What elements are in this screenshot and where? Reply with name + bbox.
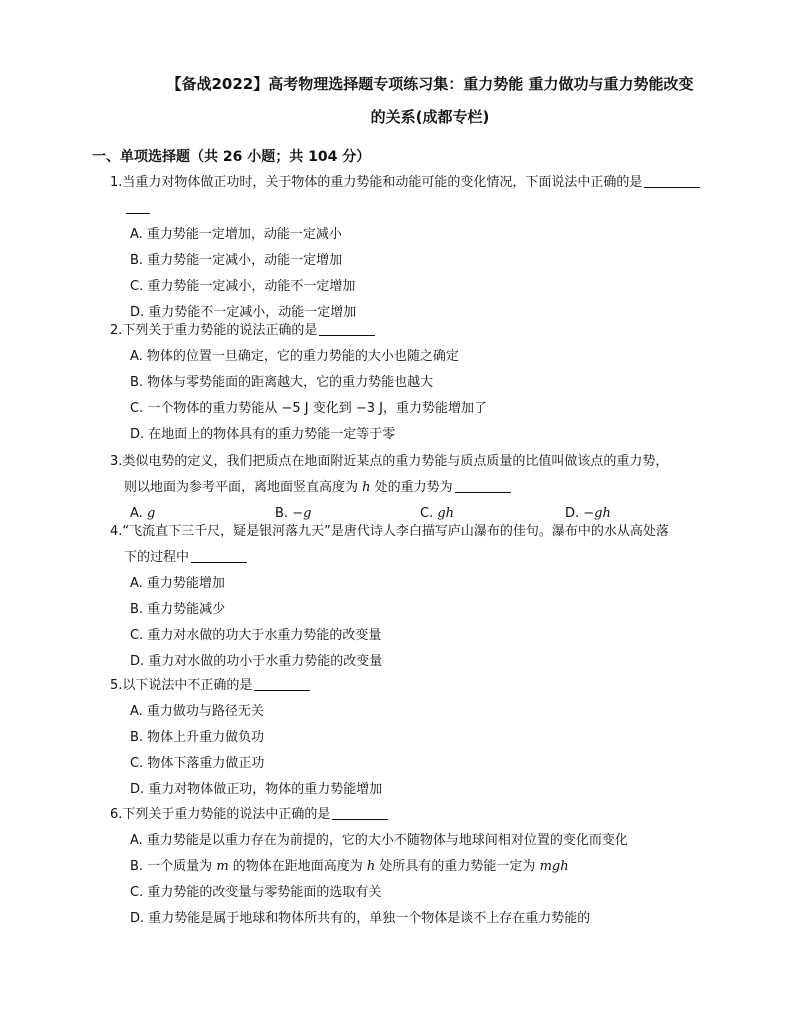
question-number: 5. [110,678,123,693]
option-label: D. [565,506,584,521]
variable-h: h [362,480,371,495]
variable-m: m [216,859,229,874]
option-c[interactable]: C. 重力势能一定减小，动能不一定增加 [130,279,356,294]
answer-blank[interactable] [254,675,310,691]
option-a[interactable]: A. 重力势能是以重力存在为前提的，它的大小不随物体与地球间相对位置的变化而变化 [130,833,628,848]
question-4-stem-line1 [110,519,710,545]
option-d[interactable]: D. 在地面上的物体具有的重力势能一定等于零 [130,427,396,442]
question-4 [110,519,710,675]
answer-blank[interactable] [455,477,511,493]
question-3-stem-line1 [110,449,710,475]
option-c[interactable]: C. 重力势能的改变量与零势能面的选取有关 [130,885,382,900]
option-a[interactable]: A. 重力做功与路径无关 [130,704,264,719]
question-5-stem [110,673,710,699]
question-text: 下列关于重力势能的说法中正确的是 [122,807,331,822]
option-b[interactable]: B. 物体上升重力做负功 [130,730,265,745]
question-6 [110,802,710,932]
option-value: −g [292,506,312,521]
answer-blank[interactable] [644,172,700,188]
answer-blank-wrap[interactable] [126,198,150,214]
question-3-stem-line2 [110,475,710,501]
option-label: C. [420,506,438,521]
question-2 [110,318,710,448]
answer-blank[interactable] [191,547,247,563]
question-4-stem-line2 [110,545,710,571]
option-a[interactable]: A. 重力势能增加 [130,576,225,591]
question-number: 2. [110,323,123,338]
question-number: 1. [110,175,123,190]
option-c[interactable]: C. 重力对水做的功大于水重力势能的改变量 [130,628,382,643]
question-1 [110,170,710,326]
question-number: 6. [110,807,123,822]
option-text-part: 的物体在距地面高度为 [228,859,367,874]
option-d[interactable]: D. 重力对物体做正功，物体的重力势能增加 [130,782,383,797]
option-a[interactable]: A. 重力势能一定增加，动能一定减小 [130,227,342,242]
question-6-stem [110,802,710,828]
option-b[interactable]: B. 重力势能一定减小，动能一定增加 [130,253,343,268]
option-text-part: 处所具有的重力势能一定为 [375,859,540,874]
answer-blank[interactable] [332,804,388,820]
question-text-part: 处的重力势为 [370,480,453,495]
question-2-stem [110,318,710,344]
question-text-part: 则以地面为参考平面，离地面竖直高度为 [124,480,363,495]
expression-mgh: mgh [539,859,569,874]
question-number: 4. [110,524,123,539]
section-heading: 一、单项选择题（共 26 小题；共 104 分） [92,149,371,165]
option-label: B. [275,506,293,521]
answer-blank[interactable] [319,320,375,336]
answer-blank-continued [110,196,710,222]
question-text: 类似电势的定义，我们把质点在地面附近某点的重力势能与质点质量的比值叫做该点的重力势， [122,454,669,469]
option-text-part: B. 一个质量为 [130,859,217,874]
option-value: gh [437,506,455,521]
option-value: g [146,506,156,521]
question-text: “飞流直下三千尺，疑是银河落九天”是唐代诗人李白描写庐山瀑布的佳句。瀑布中的水从高处落 [122,524,669,539]
variable-h: h [366,859,376,874]
question-text: 当重力对物体做正功时，关于物体的重力势能和动能可能的变化情况，下面说法中正确的是 [122,175,643,190]
option-d[interactable]: D. 重力对水做的功小于水重力势能的改变量 [130,654,383,669]
option-b[interactable]: B. 重力势能减少 [130,602,226,617]
question-text: 下列关于重力势能的说法正确的是 [122,323,318,338]
document-title-line1: 【备战2022】高考物理选择题专项练习集：重力势能 重力做功与重力势能改变 [166,75,694,93]
option-c[interactable]: C. 一个物体的重力势能从 −5 J 变化到 −3 J，重力势能增加了 [130,401,487,416]
question-number: 3. [110,454,123,469]
option-d[interactable]: D. 重力势能不一定减小，动能一定增加 [130,305,357,320]
option-value: −gh [583,506,611,521]
option-a[interactable]: A. 物体的位置一旦确定，它的重力势能的大小也随之确定 [130,349,459,364]
document-title-line2: 的关系(成都专栏) [370,108,490,126]
option-label: A. [130,506,147,521]
question-3 [110,449,710,527]
option-c[interactable]: C. 物体下落重力做正功 [130,756,265,771]
option-b[interactable]: B. 物体与零势能面的距离越大，它的重力势能也越大 [130,375,434,390]
question-5 [110,673,710,803]
question-text-part: 下的过程中 [124,550,190,565]
question-1-stem [110,170,710,196]
question-text: 以下说法中不正确的是 [122,678,253,693]
option-b[interactable] [110,854,710,880]
option-d[interactable]: D. 重力势能是属于地球和物体所共有的，单独一个物体是谈不上存在重力势能的 [130,911,591,926]
